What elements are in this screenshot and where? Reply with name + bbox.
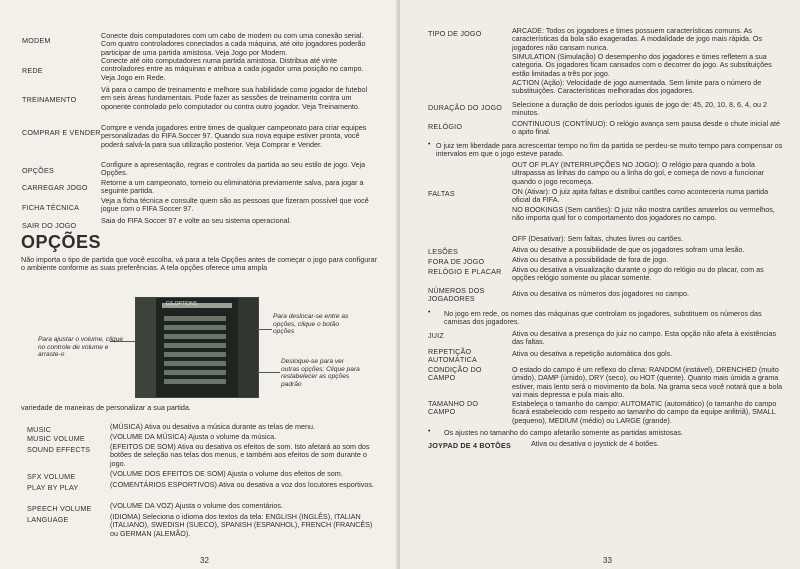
label-lesoes: LESÕES xyxy=(428,247,458,256)
label-tipo-de-jogo: TIPO DE JOGO xyxy=(428,29,482,38)
desc-faltas-on: ON (Ativar): O juiz apita faltas e distribui cartões como aconteceria numa partida oficial da FIFA. xyxy=(512,187,769,205)
screenshot-row xyxy=(164,334,226,339)
desc-juiz: Ativa ou desativa a presença do juiz no campo. Esta opção não afeta à existências das faltas. xyxy=(512,329,777,347)
menu-label-carregar-jogo: CARREGAR JOGO xyxy=(22,183,88,192)
option-label-play-by-play: PLAY BY PLAY xyxy=(27,483,79,492)
option-desc-music: (MÚSICA) Ativa ou desativa a música durante as telas de menu. xyxy=(110,422,315,431)
label-numeros-jogadores: NÚMEROS DOS JOGADORES xyxy=(428,286,485,303)
bullet-jogo-em-rede: No jogo em rede, os nomes das máquinas que controlam os jogadores, substituem os números das camisas dos jogadores. xyxy=(444,309,762,327)
option-label-speech-volume: SPEECH VOLUME xyxy=(27,504,92,513)
label-joypad: JOYPAD DE 4 BOTÕES xyxy=(428,441,511,450)
right-page xyxy=(400,0,800,569)
option-desc-music-volume: (VOLUME DA MÚSICA) Ajusta o volume da música. xyxy=(110,432,277,441)
menu-desc-modem: Conecte dois computadores com um cabo de modem ou com uma conexão serial. Com quatro controladores conectados a cada máquina, até oito jogadores poderão participar de uma partida amistosa. Veja Jogo por Modem. xyxy=(101,31,366,57)
option-label-music: MUSIC xyxy=(27,425,52,434)
menu-label-rede: REDE xyxy=(22,66,43,75)
desc-relogio-placar: Ativa ou desativa a visualização durante o jogo do relógio ou do placar, com as opções relógio somente ou placar somente. xyxy=(512,265,764,283)
menu-label-treinamento: TREINAMENTO xyxy=(22,95,77,104)
option-desc-sfx-volume: (VOLUME DOS EFEITOS DE SOM) Ajusta o volume dos efeitos de som. xyxy=(110,469,343,478)
menu-desc-opcoes: Configure a apresentação, regras e controles da partida ao seu estilo de jogo. Veja Opções. xyxy=(101,160,366,178)
intro-paragraph: Não importa o tipo de partida que você escolha, vá para a tela Opções antes de começar o jogo para configurar o ambiente conforme as suas preferências. A tela opções oferece uma ampla xyxy=(21,255,377,273)
menu-desc-treinamento: Vá para o campo de treinamento e melhore sua habilidade como jogador de futebol em seis áreas fundamentais. Pode fazer as sessões de treinamento contra um oponente controlado pelo computador ou contra outro jogador. Veja Treinamento. xyxy=(101,85,368,111)
menu-desc-rede: Conecte até oito computadores numa partida amistosa. Distribua até vinte controladores entre as máquinas e atribua a cada jogador uma posição no campo. Veja Jogo em Rede. xyxy=(101,56,364,82)
menu-label-opcoes: OPÇÕES xyxy=(22,166,54,175)
screenshot-title: GS.OPTIONS xyxy=(166,301,198,307)
label-relogio-placar: RELÓGIO E PLACAR xyxy=(428,267,502,276)
bullet-icon: • xyxy=(428,428,431,435)
menu-label-comprar-vender: COMPRAR E VENDER xyxy=(22,128,101,137)
screenshot-row xyxy=(164,343,226,348)
menu-desc-comprar-vender: Compre e venda jogadores entre times de qualquer campeonato para criar equipes personalizadas do FIFA Soccer 97. Quando sua nova equipe estiver pronta, você poderá salvá-la para sua utilização posterior. Veja Comprar e Vender. xyxy=(101,123,367,149)
label-repeticao: REPETIÇÃO AUTOMÁTICA xyxy=(428,347,477,364)
option-label-sound-effects: SOUND EFFECTS xyxy=(27,445,91,454)
desc-joypad: Ativa ou desativa o joystick de 4 botões. xyxy=(531,439,659,448)
desc-fora-de-jogo: Ativa ou desativa a possibilidade de fora de jogo. xyxy=(512,255,669,264)
desc-action: ACTION (Ação): Velocidade de jogo aumentada. Sem limite para o número de substituições. Características melhoradas dos jogadores. xyxy=(512,78,762,96)
desc-simulation: SIMULATION (Simulação) O desempenho dos jogadores e times refletem a sua categoria. Os jogadores ficam cansados com o decorrer do jogo. As substituições estão limitadas a três por jogo. xyxy=(512,52,772,78)
screenshot-left-panel xyxy=(136,298,156,397)
option-desc-play-by-play: (COMENTÁRIOS ESPORTIVOS) Ativa ou desativa a voz dos locutores esportivos. xyxy=(110,480,374,489)
options-screenshot xyxy=(135,297,259,398)
option-label-sfx-volume: SFX VOLUME xyxy=(27,472,76,481)
label-juiz: JUIZ xyxy=(428,331,444,340)
label-tamanho-campo: TAMANHO DO CAMPO xyxy=(428,399,479,416)
desc-relogio-continuous: CONTINUOUS (CONTÍNUO): O relógio avança sem pausa desde o chute inicial até o apito final. xyxy=(512,119,781,137)
page-number-right: 33 xyxy=(603,556,612,565)
desc-lesoes: Ativa ou desative a possibilidade de que os jogadores sofram uma lesão. xyxy=(512,245,745,254)
bullet-icon: • xyxy=(428,309,431,316)
desc-duracao: Selecione a duração de dois períodos iguais de jogo de: 45, 20, 10, 8, 6, 4, ou 2 minutos. xyxy=(512,100,767,118)
screenshot-row xyxy=(164,370,226,375)
section-heading-opcoes: OPÇÕES xyxy=(21,232,102,252)
desc-faltas-off: OFF (Desativar): Sem faltas, chutes livres ou cartões. xyxy=(512,234,683,243)
left-page xyxy=(0,0,398,569)
screenshot-row xyxy=(164,379,226,384)
callout-deslocar: Desloque-se para ver outras opções; Clique para restabelecer as opções padrão xyxy=(281,358,360,388)
desc-faltas-nobookings: NO BOOKINGS (Sem cartões): O juiz não mostra cartões amarelos ou vermelhos, não importa qual for o comportamento dos jogadores no campo. xyxy=(512,205,775,223)
option-label-music-volume: MUSIC VOLUME xyxy=(27,434,85,443)
bullet-juiz-tempo: O juiz tem liberdade para acrescentar tempo no fim da partida se perdeu-se muito tempo para compensar os intervalos em que o jogo esteve parado. xyxy=(436,141,783,159)
screenshot-right-panel xyxy=(238,298,258,397)
desc-repeticao: Ativa ou desativa a repetição automática dos gols. xyxy=(512,349,673,358)
menu-label-modem: MODEM xyxy=(22,36,51,45)
label-condicao-campo: CONDIÇÃO DO CAMPO xyxy=(428,365,482,382)
screenshot-row xyxy=(164,352,226,357)
callout-line-deslocar xyxy=(257,372,280,373)
desc-tamanho-campo: Estabeleça o tamanho do campo: AUTOMATIC (automático) (o tamanho do campo ficará estabelecido com respeito ao tamanho do campo da equipe anfitriã), SMALL (pequeno), MEDIUM (médio) ou LARGE (grande). xyxy=(512,399,777,425)
label-faltas: FALTAS xyxy=(428,189,455,198)
desc-relogio-outofplay: OUT OF PLAY (INTERRUPÇÕES NO JOGO): O relógio para quando a bola ultrapassa as linhas do campo ou a linha do gol, e começa de novo a funcionar quando o jogo recomeça. xyxy=(512,160,765,186)
option-desc-sound-effects: (EFEITOS DE SOM) Ativa ou desativa os efeitos de som. Isto afetará ao som dos botões de seleção nas telas dos menus, e também aos efeitos de som durante o jogo. xyxy=(110,442,370,468)
menu-label-sair: SAIR DO JOGO xyxy=(22,221,77,230)
screenshot-row xyxy=(164,325,226,330)
screenshot-row xyxy=(164,316,226,321)
label-relogio: RELÓGIO xyxy=(428,122,463,131)
bullet-tamanho-campo: Os ajustes no tamanho do campo afetarão somente as partidas amistosas. xyxy=(444,428,683,437)
after-screenshot-text: variedade de maneiras de personalizar a sua partida. xyxy=(21,403,191,412)
option-desc-speech-volume: (VOLUME DA VOZ) Ajusta o volume dos comentários. xyxy=(110,501,283,510)
desc-arcade: ARCADE: Todos os jogadores e times possuem características comuns. As características da bola são exageradas. A modalidade de jogo mais rápida. Os jogadores não cansam nunca. xyxy=(512,26,763,52)
label-fora-de-jogo: FORA DE JOGO xyxy=(428,257,485,266)
option-desc-language: (IDIOMA) Seleciona o idioma dos textos da tela: ENGLISH (INGLÊS), ITALIAN (ITALIANO), SWEDISH (SUECO), SPANISH (ESPANHOL), FRENCH (FRANCÊS) ou GERMAN (ALEMÃO). xyxy=(110,512,373,538)
desc-numeros-jogadores: Ativa ou desativa os números dos jogadores no campo. xyxy=(512,289,689,298)
desc-condicao-campo: O estado do campo é um reflexo do clima: RANDOM (instável), DRENCHED (muito úmido), DAMP (úmido), DRY (seco), ou HOT (quente). Quanto mais úmida a grama estiver, mais lento será o movimento da bola. Na grama seca você notará que a bola vai mais depressa e pula mais alto. xyxy=(512,365,783,400)
menu-desc-ficha-tecnica: Veja a ficha técnica e consulte quem são as pessoas que fizeram possível que você jogue com o FIFA Soccer 97. xyxy=(101,196,369,214)
screenshot-row xyxy=(164,361,226,366)
option-label-language: LANGUAGE xyxy=(27,515,69,524)
callout-opcoes: Para deslocar-se entre as opções, clique o botão opções xyxy=(273,313,349,336)
menu-desc-sair: Saia do FIFA Soccer 97 e volte ao seu sistema operacional. xyxy=(101,216,292,225)
callout-volume: Para ajustar o volume, clique no controle de volume e arraste-o xyxy=(38,336,124,359)
page-number-left: 32 xyxy=(200,556,209,565)
callout-line-opcoes xyxy=(257,329,272,330)
bullet-icon: • xyxy=(428,141,431,148)
menu-label-ficha-tecnica: FICHA TÉCNICA xyxy=(22,203,80,212)
label-duracao: DURAÇÃO DO JOGO xyxy=(428,103,503,112)
callout-line-volume xyxy=(110,341,136,342)
menu-desc-carregar-jogo: Retorne a um campeonato, torneio ou eliminatória previamente salva, para jogar a seguinte partida. xyxy=(101,178,364,196)
